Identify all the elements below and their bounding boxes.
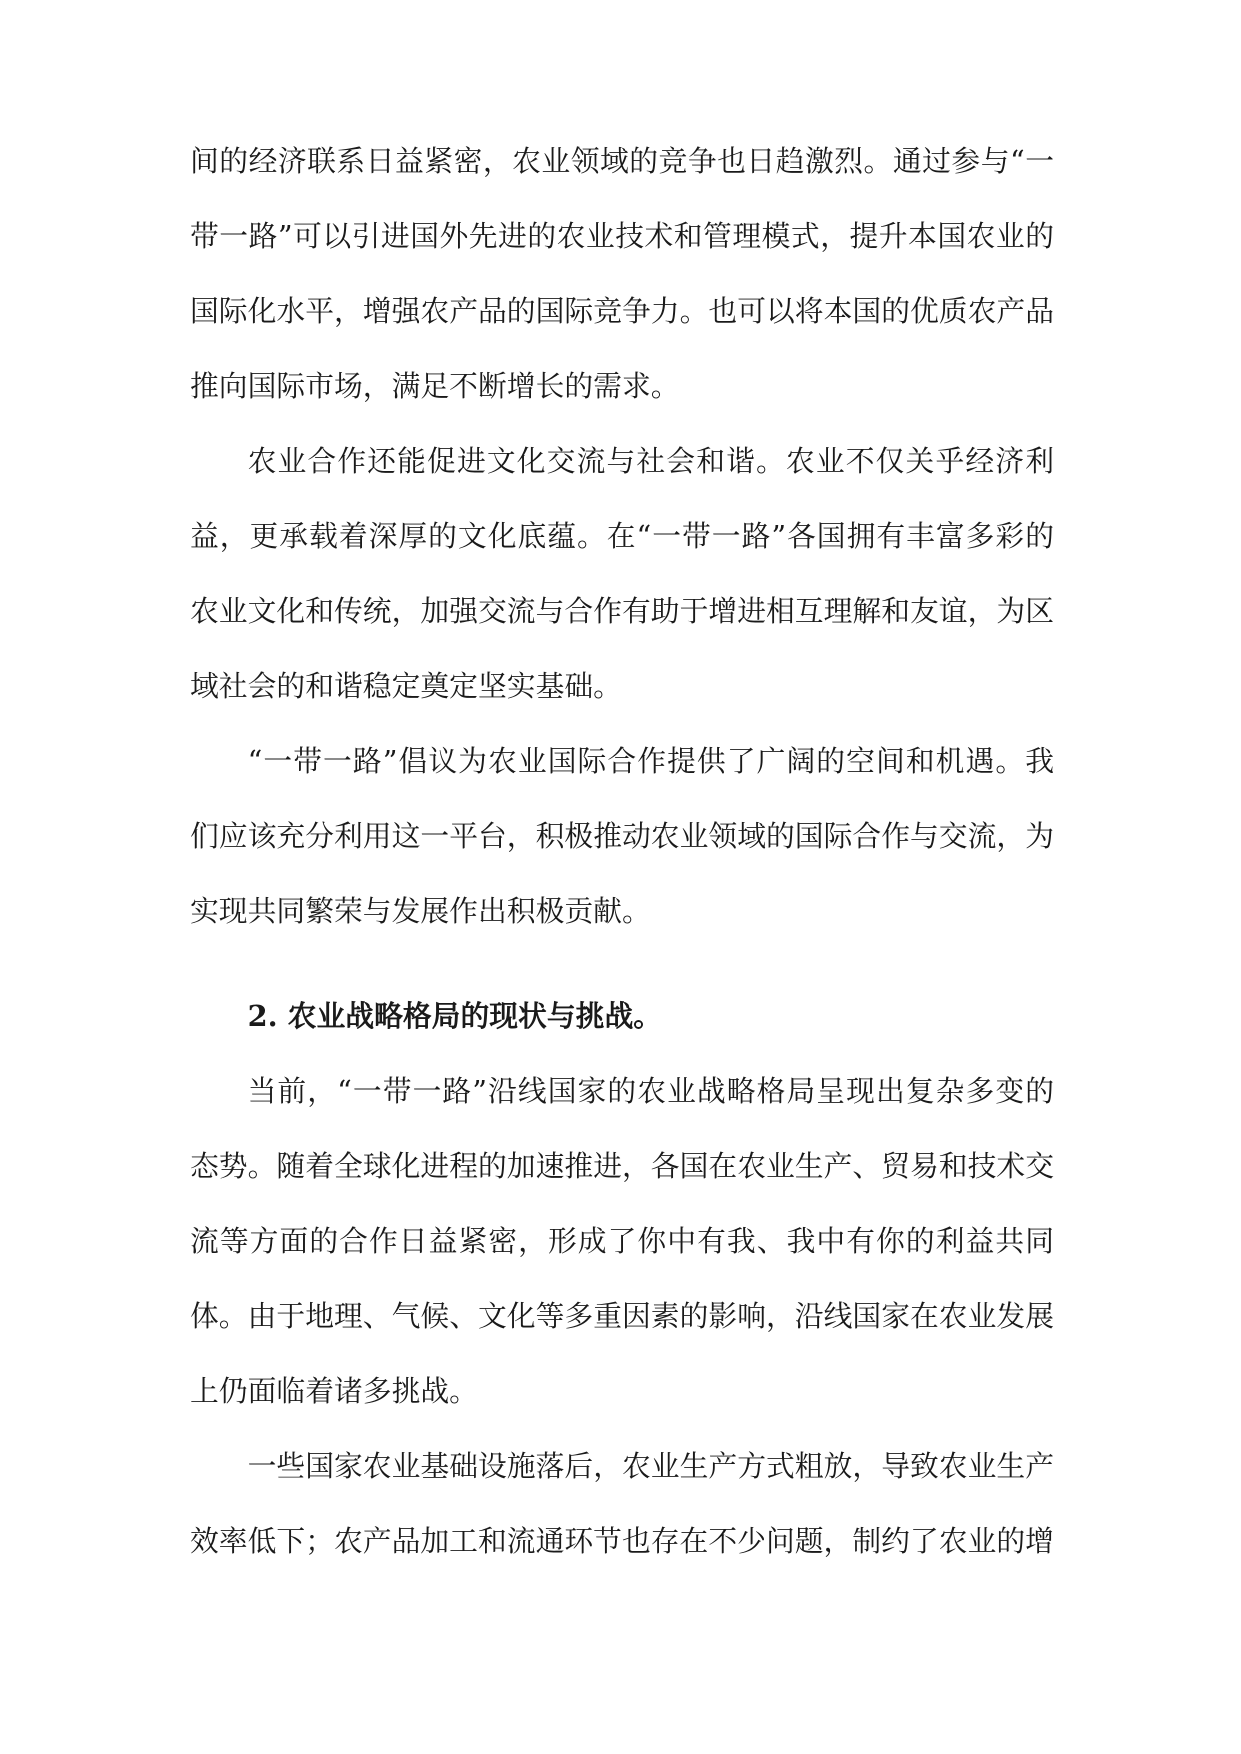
paragraph-continued: 间的经济联系日益紧密，农业领域的竞争也日趋激烈。通过参与“一带一路”可以引进国外先进的农业技术和管理模式，提升本国农业的国际化水平，增强农产品的国际竞争力。也可以将本国的优质农产品推向国际市场，满足不断增长的需求。 [190, 144, 1054, 403]
paragraph-infrastructure-challenges: 一些国家农业基础设施落后，农业生产方式粗放，导致农业生产效率低下；农产品加工和流通环节也存在不少问题，制约了农业的增 [190, 1449, 1054, 1558]
body-text [190, 124, 1054, 1579]
paragraph-belt-road-opportunity: “一带一路”倡议为农业国际合作提供了广阔的空间和机遇。我们应该充分利用这一平台，积极推动农业领域的国际合作与交流，为实现共同繁荣与发展作出积极贡献。 [190, 744, 1054, 928]
paragraph-culture-exchange: 农业合作还能促进文化交流与社会和谐。农业不仅关乎经济利益，更承载着深厚的文化底蕴。在“一带一路”各国拥有丰富多彩的农业文化和传统，加强交流与合作有助于增进相互理解和友谊，为区域社会的和谐稳定奠定坚实基础。 [190, 444, 1054, 703]
paragraph-strategic-situation: 当前，“一带一路”沿线国家的农业战略格局呈现出复杂多变的态势。随着全球化进程的加速推进，各国在农业生产、贸易和技术交流等方面的合作日益紧密，形成了你中有我、我中有你的利益共同体。由于地理、气候、文化等多重因素的影响，沿线国家在农业发展上仍面临着诸多挑战。 [190, 1074, 1054, 1408]
section-heading: 2. 农业战略格局的现状与挑战。 [247, 999, 663, 1033]
